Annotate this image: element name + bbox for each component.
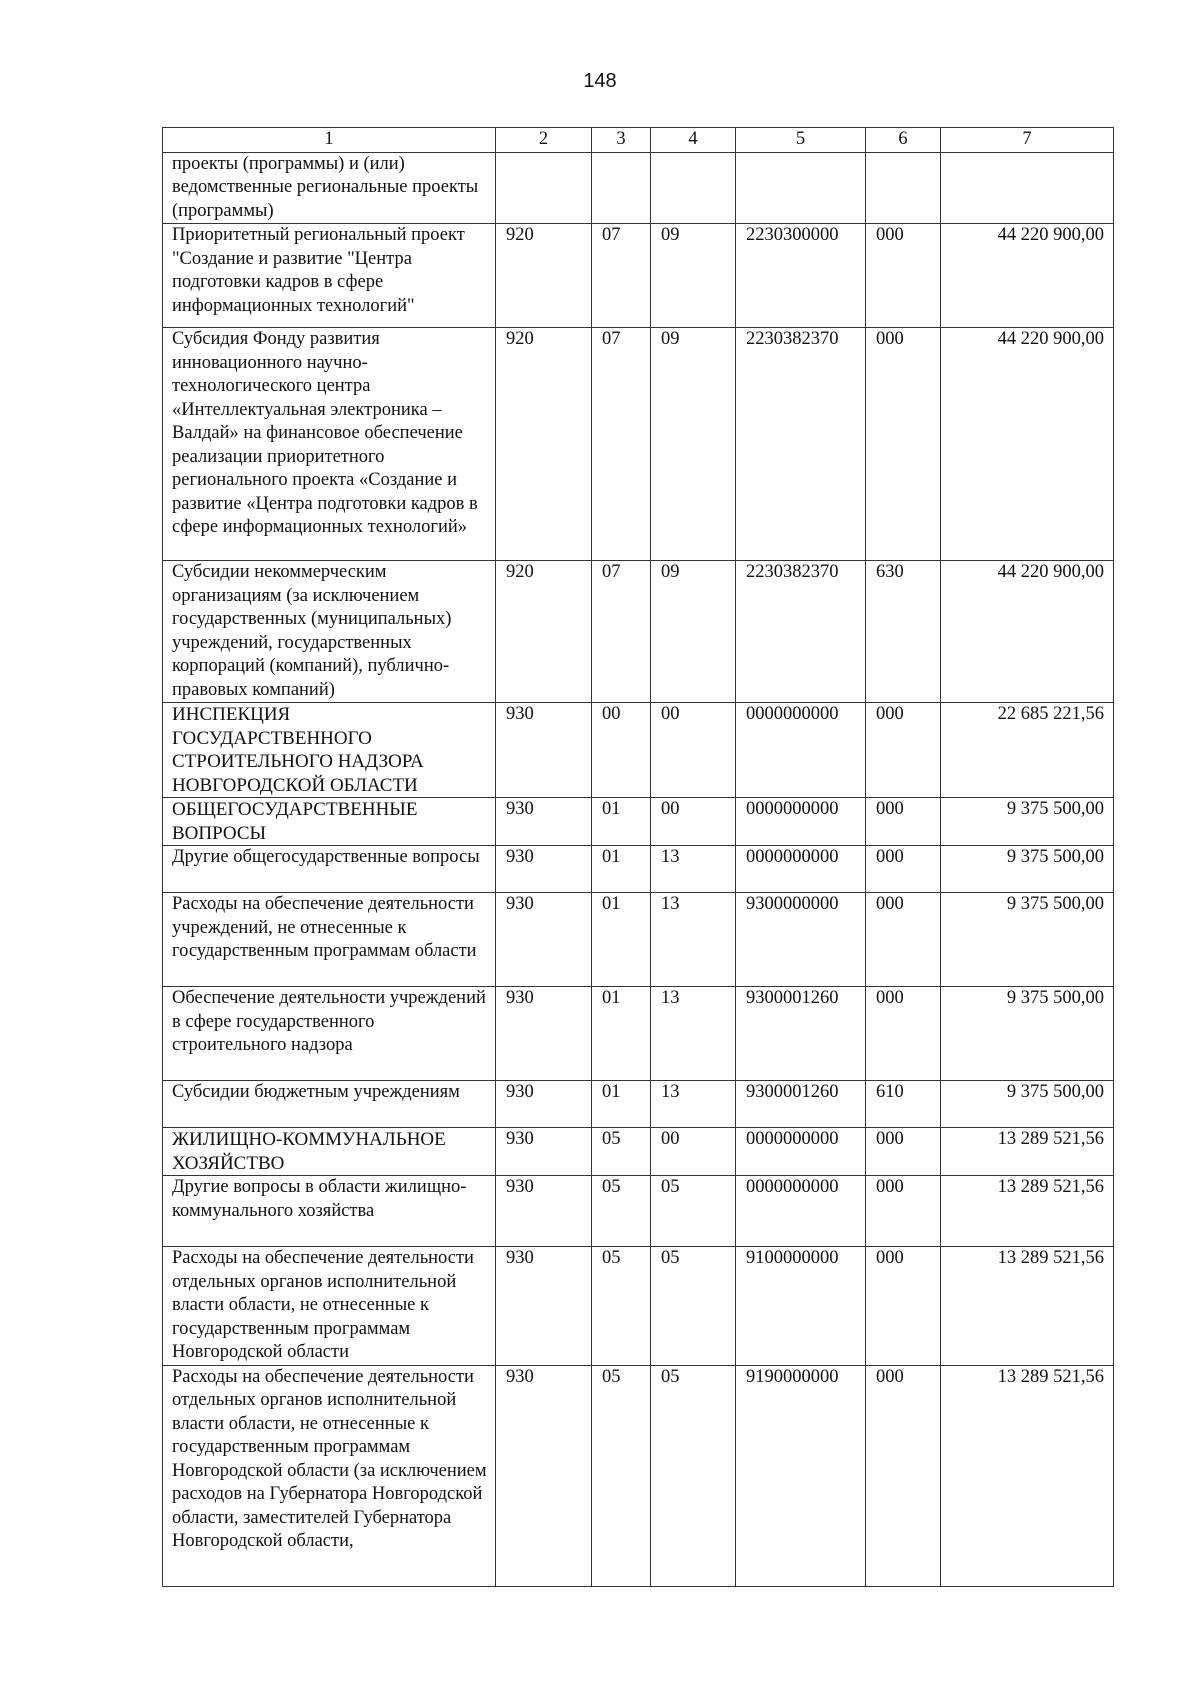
row-code-6: 000 [866,1128,941,1176]
row-code-3: 07 [592,224,651,328]
row-code-4: 05 [651,1176,736,1247]
row-amount: 13 289 521,56 [941,1176,1114,1247]
row-code-3: 05 [592,1176,651,1247]
table-row [163,846,1114,893]
row-code-3: 01 [592,893,651,987]
row-name: проекты (программы) и (или) ведомственные региональные проекты (программы) [163,152,496,224]
row-code-5 [736,152,866,224]
row-code-4: 09 [651,328,736,561]
row-code-6: 610 [866,1081,941,1128]
row-name: Другие вопросы в области жилищно-коммунального хозяйства [163,1176,496,1247]
row-code-5: 9300000000 [736,893,866,987]
row-code-6: 000 [866,328,941,561]
row-code-2: 930 [496,1081,592,1128]
row-amount: 13 289 521,56 [941,1128,1114,1176]
row-code-2: 930 [496,1176,592,1247]
row-code-3: 05 [592,1247,651,1366]
page-number: 148 [583,70,617,92]
table-row [163,1176,1114,1247]
table-row [163,798,1114,846]
row-code-4: 13 [651,893,736,987]
row-code-3: 00 [592,703,651,798]
row-code-5: 2230300000 [736,224,866,328]
row-code-2: 930 [496,798,592,846]
row-code-6: 000 [866,846,941,893]
row-name: ИНСПЕКЦИЯ ГОСУДАРСТВЕННОГО СТРОИТЕЛЬНОГО НАДЗОРА НОВГОРОДСКОЙ ОБЛАСТИ [163,703,496,798]
row-code-5: 0000000000 [736,846,866,893]
row-code-2: 920 [496,224,592,328]
row-code-3 [592,152,651,224]
row-code-2 [496,152,592,224]
row-code-4: 05 [651,1365,736,1586]
table-row [163,1247,1114,1366]
row-name: Обеспечение деятельности учреждений в сфере государственного строительного надзора [163,987,496,1081]
row-amount [941,152,1114,224]
row-amount: 9 375 500,00 [941,1081,1114,1128]
row-code-6: 000 [866,987,941,1081]
row-amount: 9 375 500,00 [941,893,1114,987]
row-code-3: 01 [592,798,651,846]
row-code-4: 13 [651,987,736,1081]
row-code-6: 630 [866,561,941,703]
column-header: 7 [941,128,1114,153]
table-row [163,224,1114,328]
row-name: Другие общегосударственные вопросы [163,846,496,893]
row-code-6: 000 [866,798,941,846]
column-header: 3 [592,128,651,153]
row-name: Расходы на обеспечение деятельности учреждений, не отнесенные к государственным программам области [163,893,496,987]
table-row [163,561,1114,703]
row-code-2: 920 [496,328,592,561]
row-name: ОБЩЕГОСУДАРСТВЕННЫЕ ВОПРОСЫ [163,798,496,846]
row-code-6: 000 [866,703,941,798]
row-code-5: 0000000000 [736,1128,866,1176]
row-name: Расходы на обеспечение деятельности отдельных органов исполнительной власти области, не отнесенные к государственным программам Новгородской области (за исключением расходов на Губернатора Новгородской области, заместителей Губернатора Новгородской области, [163,1365,496,1586]
row-code-4: 05 [651,1247,736,1366]
row-code-4: 13 [651,1081,736,1128]
row-code-6: 000 [866,1176,941,1247]
row-name: Субсидии бюджетным учреждениям [163,1081,496,1128]
row-code-3: 01 [592,987,651,1081]
table-header-row [163,128,1114,153]
row-code-3: 05 [592,1128,651,1176]
row-code-3: 01 [592,1081,651,1128]
table-row [163,328,1114,561]
column-header: 2 [496,128,592,153]
row-code-4: 00 [651,798,736,846]
row-amount: 44 220 900,00 [941,561,1114,703]
budget-table [162,127,1114,1587]
table-row [163,152,1114,224]
row-amount: 44 220 900,00 [941,328,1114,561]
row-code-5: 0000000000 [736,798,866,846]
row-code-4: 00 [651,1128,736,1176]
row-code-4: 00 [651,703,736,798]
table-row [163,703,1114,798]
row-code-5: 9100000000 [736,1247,866,1366]
table-row [163,1081,1114,1128]
row-amount: 22 685 221,56 [941,703,1114,798]
row-code-4: 09 [651,561,736,703]
table-row [163,893,1114,987]
row-amount: 9 375 500,00 [941,846,1114,893]
row-amount: 13 289 521,56 [941,1365,1114,1586]
row-code-5: 0000000000 [736,1176,866,1247]
row-code-5: 0000000000 [736,703,866,798]
table-row [163,1365,1114,1586]
row-code-6: 000 [866,1365,941,1586]
row-code-2: 930 [496,703,592,798]
row-code-2: 930 [496,846,592,893]
row-amount: 9 375 500,00 [941,798,1114,846]
row-code-2: 930 [496,1128,592,1176]
column-header: 4 [651,128,736,153]
row-code-6 [866,152,941,224]
row-code-6: 000 [866,1247,941,1366]
row-code-3: 07 [592,328,651,561]
table-row [163,1128,1114,1176]
row-code-3: 07 [592,561,651,703]
row-code-4: 09 [651,224,736,328]
row-amount: 44 220 900,00 [941,224,1114,328]
table-row [163,987,1114,1081]
row-amount: 13 289 521,56 [941,1247,1114,1366]
row-code-2: 930 [496,987,592,1081]
column-header: 5 [736,128,866,153]
row-name: Приоритетный региональный проект "Создание и развитие "Центра подготовки кадров в сфере информационных технологий" [163,224,496,328]
row-code-3: 01 [592,846,651,893]
row-name: ЖИЛИЩНО-КОММУНАЛЬНОЕ ХОЗЯЙСТВО [163,1128,496,1176]
row-name: Субсидия Фонду развития инновационного научно-технологического центра «Интеллектуальная электроника – Валдай» на финансовое обеспечение реализации приоритетного регионального проекта «Создание и развитие «Центра подготовки кадров в сфере информационных технологий» [163,328,496,561]
row-code-2: 930 [496,1247,592,1366]
row-code-2: 930 [496,893,592,987]
row-code-2: 930 [496,1365,592,1586]
row-code-5: 9300001260 [736,1081,866,1128]
row-code-5: 9300001260 [736,987,866,1081]
row-code-2: 920 [496,561,592,703]
row-name: Расходы на обеспечение деятельности отдельных органов исполнительной власти области, не отнесенные к государственным программам Новгородской области [163,1247,496,1366]
column-header: 1 [163,128,496,153]
row-code-5: 9190000000 [736,1365,866,1586]
row-code-4 [651,152,736,224]
row-code-5: 2230382370 [736,561,866,703]
row-amount: 9 375 500,00 [941,987,1114,1081]
row-code-4: 13 [651,846,736,893]
column-header: 6 [866,128,941,153]
row-code-6: 000 [866,893,941,987]
row-code-5: 2230382370 [736,328,866,561]
row-name: Субсидии некоммерческим организациям (за исключением государственных (муниципальных) учреждений, государственных корпораций (компаний), публично-правовых компаний) [163,561,496,703]
row-code-6: 000 [866,224,941,328]
row-code-3: 05 [592,1365,651,1586]
